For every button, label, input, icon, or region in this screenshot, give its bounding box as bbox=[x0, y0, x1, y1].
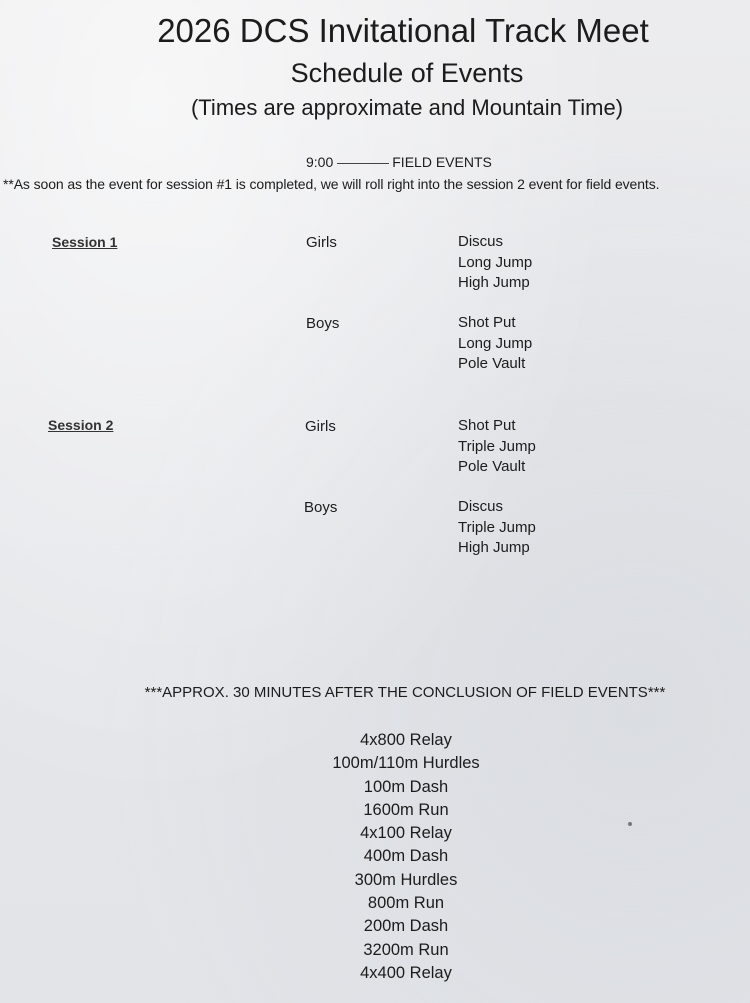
event-item: Pole Vault bbox=[458, 355, 526, 372]
event-item: High Jump bbox=[458, 539, 530, 556]
event-item: High Jump bbox=[458, 274, 530, 291]
session-2-girls-events bbox=[458, 416, 536, 478]
dash-separator bbox=[337, 163, 389, 164]
event-item: Shot Put bbox=[458, 314, 516, 331]
session-1-girls-events bbox=[458, 232, 532, 294]
field-events-header bbox=[306, 154, 492, 170]
page-title: 2026 DCS Invitational Track Meet bbox=[157, 12, 649, 49]
event-item: Discus bbox=[458, 498, 504, 515]
track-event-item: 400m Dash bbox=[363, 847, 449, 866]
session-2-boys-events bbox=[458, 497, 536, 559]
track-event-item: 100m Dash bbox=[363, 777, 449, 796]
event-item: Shot Put bbox=[458, 417, 516, 434]
event-item: Triple Jump bbox=[458, 437, 536, 455]
session-note: **As soon as the event for session #1 is completed, we will roll right into the session 2 event for field events. bbox=[3, 176, 660, 192]
track-event-item: 4x800 Relay bbox=[360, 731, 452, 749]
session-2-girls-label: Girls bbox=[305, 418, 336, 435]
page-subtitle: Schedule of Events bbox=[290, 58, 524, 88]
track-event-item: 3200m Run bbox=[363, 940, 449, 959]
track-event-item: 300m Hurdles bbox=[354, 870, 458, 889]
track-event-item: 4x400 Relay bbox=[360, 963, 452, 982]
event-item: Long Jump bbox=[458, 334, 533, 352]
session-1-boys-events bbox=[458, 313, 532, 375]
stray-mark bbox=[628, 822, 632, 826]
event-item: Discus bbox=[458, 233, 504, 250]
field-events-time: 9:00 bbox=[306, 154, 334, 170]
track-event-item: 200m Dash bbox=[363, 917, 449, 936]
track-event-item: 1600m Run bbox=[363, 800, 449, 819]
session-1-label: Session 1 bbox=[52, 234, 118, 250]
event-item: Pole Vault bbox=[458, 458, 526, 475]
field-events-label: FIELD EVENTS bbox=[392, 154, 492, 170]
track-event-item: 4x100 Relay bbox=[360, 824, 452, 843]
track-event-item: 100m/110m Hurdles bbox=[332, 754, 480, 773]
session-2-label: Session 2 bbox=[48, 417, 114, 433]
session-1-boys-label: Boys bbox=[306, 315, 340, 332]
session-1-girls-label: Girls bbox=[306, 234, 337, 251]
track-events-list bbox=[331, 729, 481, 985]
time-note: (Times are approximate and Mountain Time) bbox=[190, 95, 624, 120]
event-item: Long Jump bbox=[458, 253, 533, 271]
event-item: Triple Jump bbox=[458, 518, 536, 536]
track-events-note: ***APPROX. 30 MINUTES AFTER THE CONCLUSION OF FIELD EVENTS*** bbox=[144, 684, 666, 701]
track-event-item: 800m Run bbox=[367, 894, 445, 913]
session-2-boys-label: Boys bbox=[304, 499, 338, 516]
